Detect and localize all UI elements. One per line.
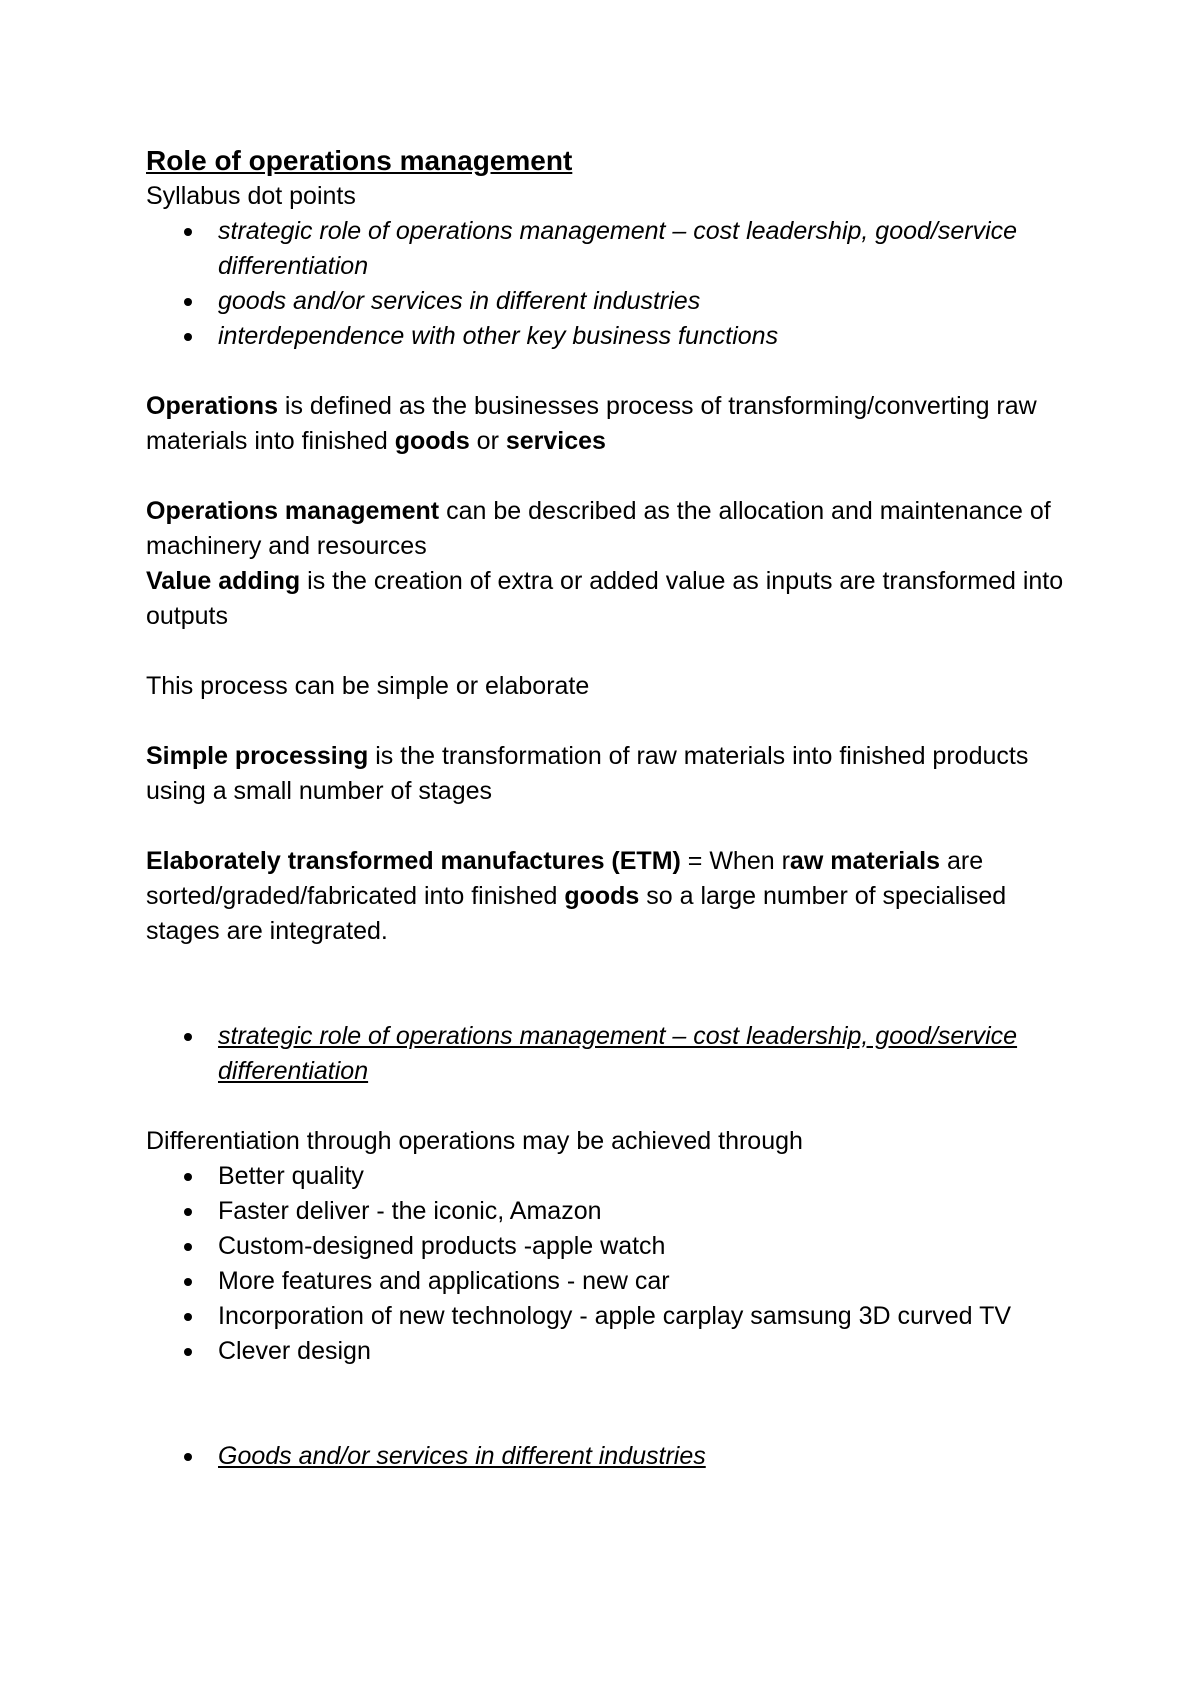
spacer (146, 1369, 1086, 1439)
definition-text: or (469, 427, 506, 455)
differentiation-point: Incorporation of new technology - apple carplay samsung 3D curved TV (218, 1302, 1012, 1330)
differentiation-point: Clever design (218, 1337, 371, 1365)
spacer (146, 704, 1086, 739)
bullet-icon (184, 1313, 192, 1321)
term-goods: goods (394, 427, 470, 455)
section-heading-list (146, 1439, 1086, 1474)
spacer (146, 809, 1086, 844)
list-item (146, 1264, 1086, 1299)
spacer (146, 949, 1086, 1019)
section-heading: strategic role of operations management – cost leadership, good/service differentiation (218, 1022, 1018, 1085)
term-raw-materials: aw materials (789, 847, 941, 875)
definition-text: is defined as the businesses process of transforming/converting raw materials into finished (146, 392, 1037, 455)
list-item (146, 1019, 1086, 1089)
syllabus-heading: Syllabus dot points (146, 182, 356, 210)
term-operations-management: Operations management (146, 497, 440, 525)
section-heading-list (146, 1019, 1086, 1089)
bullet-icon (184, 1278, 192, 1286)
process-line: This process can be simple or elaborate (146, 672, 590, 700)
syllabus-point: strategic role of operations management – cost leadership, good/service differentiation (218, 217, 1018, 280)
bullet-icon (184, 1243, 192, 1251)
bullet-icon (184, 228, 192, 236)
list-item (146, 1334, 1086, 1369)
spacer (146, 354, 1086, 389)
term-operations: Operations (146, 392, 278, 420)
bullet-icon (184, 1033, 192, 1041)
differentiation-point: Custom-designed products -apple watch (218, 1232, 666, 1260)
bullet-icon (184, 1173, 192, 1181)
list-item (146, 1439, 1086, 1474)
bullet-icon (184, 1453, 192, 1461)
definition-text: = When r (680, 847, 790, 875)
definition-text: can be described as the allocation and maintenance of machinery and resources (146, 497, 1051, 560)
simple-processing-definition (146, 739, 1086, 809)
term-goods: goods (564, 882, 640, 910)
definition-text: is the creation of extra or added value as inputs are transformed into outputs (146, 567, 1064, 630)
term-etm: Elaborately transformed manufactures (ETM) (146, 847, 681, 875)
definition-text: are sorted/graded/fabricated into finished (146, 847, 984, 910)
differentiation-point: Faster deliver - the iconic, Amazon (218, 1197, 602, 1225)
bullet-icon (184, 333, 192, 341)
operations-management-definition (146, 494, 1086, 564)
bullet-icon (184, 1208, 192, 1216)
term-value-adding: Value adding (146, 567, 301, 595)
differentiation-point: Better quality (218, 1162, 364, 1190)
page-title: Role of operations management (146, 145, 573, 176)
section-heading: Goods and/or services in different industries (218, 1442, 706, 1470)
operations-definition (146, 389, 1086, 459)
spacer (146, 459, 1086, 494)
list-item (146, 1299, 1086, 1334)
list-item (146, 214, 1086, 284)
differentiation-intro: Differentiation through operations may be achieved through (146, 1127, 803, 1155)
syllabus-point: goods and/or services in different industries (218, 287, 701, 315)
bullet-icon (184, 298, 192, 306)
list-item (146, 1194, 1086, 1229)
spacer (146, 1089, 1086, 1124)
etm-definition (146, 844, 1086, 949)
list-item (146, 284, 1086, 319)
syllabus-point: interdependence with other key business functions (218, 322, 779, 350)
list-item (146, 1229, 1086, 1264)
definition-text: is the transformation of raw materials into finished products using a small number of stages (146, 742, 1029, 805)
differentiation-point: More features and applications - new car (218, 1267, 670, 1295)
term-simple-processing: Simple processing (146, 742, 369, 770)
bullet-icon (184, 1348, 192, 1356)
value-adding-definition (146, 564, 1086, 634)
term-services: services (505, 427, 606, 455)
list-item (146, 1159, 1086, 1194)
syllabus-list (146, 214, 1086, 354)
definition-text: so a large number of specialised stages are integrated. (146, 882, 1007, 945)
document-body (146, 143, 1086, 1474)
list-item (146, 319, 1086, 354)
spacer (146, 634, 1086, 669)
differentiation-list (146, 1159, 1086, 1369)
